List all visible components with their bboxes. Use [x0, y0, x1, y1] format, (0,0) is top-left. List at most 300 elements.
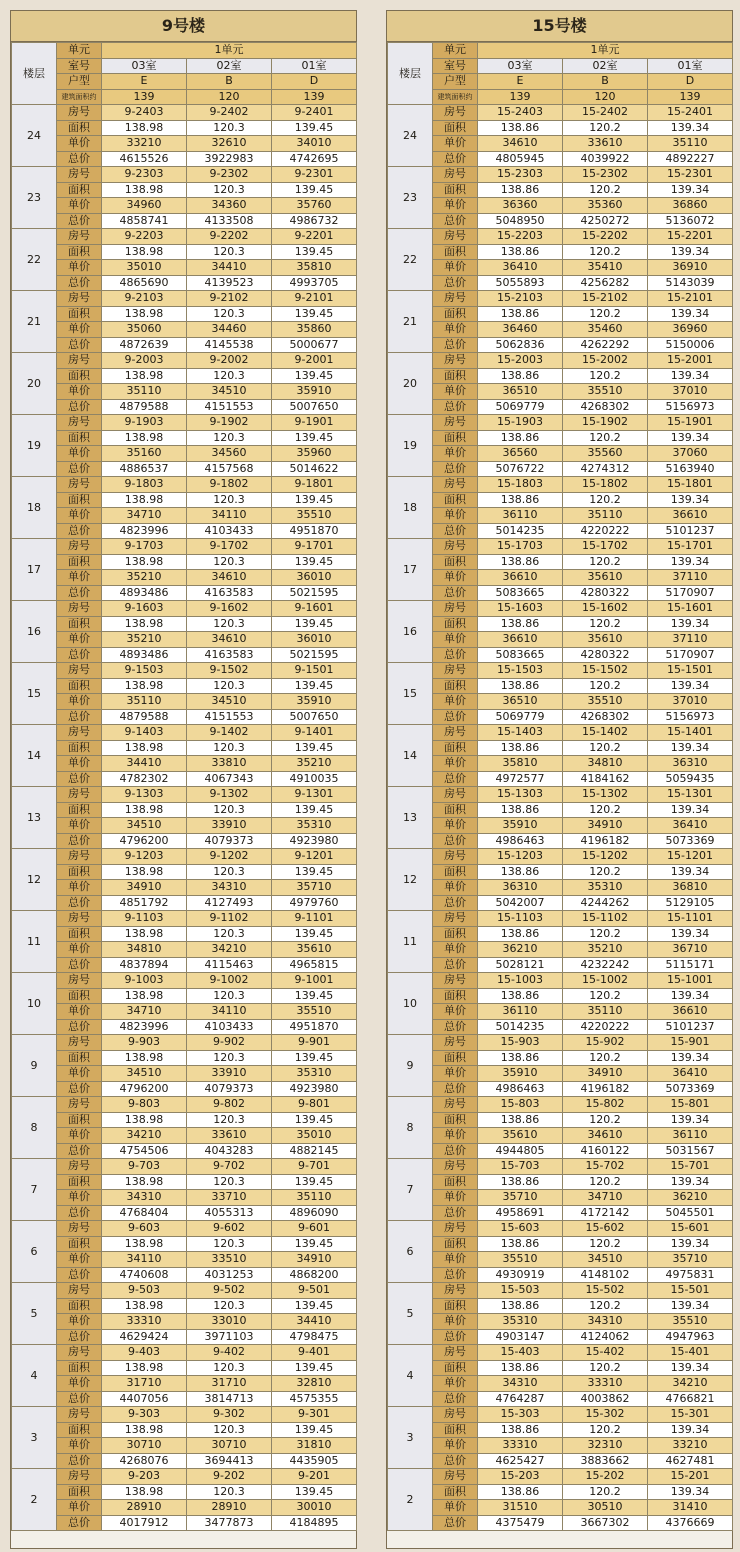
table-row [388, 957, 733, 973]
table-row [388, 1128, 733, 1144]
unit-price-cell: 34410 [272, 1314, 357, 1330]
unit-price-cell: 34510 [563, 1252, 648, 1268]
area-cell: 139.34 [648, 802, 733, 818]
table-row [388, 1174, 733, 1190]
table-row [388, 446, 733, 462]
total-price-label: 总价 [57, 399, 102, 415]
unit-price-label: 单价 [433, 1500, 478, 1516]
room-number-cell: 9-2401 [272, 105, 357, 121]
total-price-label: 总价 [433, 709, 478, 725]
total-price-cell: 5045501 [648, 1205, 733, 1221]
unit-price-cell: 35210 [102, 570, 187, 586]
table-row [12, 570, 357, 586]
unit-price-cell: 35760 [272, 198, 357, 214]
table-row [12, 1221, 357, 1237]
unit-price-cell: 34810 [102, 942, 187, 958]
unit-price-cell: 35910 [272, 384, 357, 400]
unit-price-label: 单价 [57, 632, 102, 648]
table-row [12, 926, 357, 942]
table-row [388, 1329, 733, 1345]
total-price-cell: 5150006 [648, 337, 733, 353]
unit-price-cell: 36410 [478, 260, 563, 276]
room-number-cell: 15-1301 [648, 787, 733, 803]
table-row [12, 399, 357, 415]
table-row [12, 1050, 357, 1066]
unit-price-cell: 31510 [478, 1500, 563, 1516]
area-cell: 139.45 [272, 1236, 357, 1252]
total-price-cell: 5170907 [648, 585, 733, 601]
area-cell: 139.34 [648, 616, 733, 632]
table-row [12, 756, 357, 772]
area-cell: 139.34 [648, 368, 733, 384]
floor-header: 楼层 [12, 43, 57, 105]
area-label: 面积 [57, 1112, 102, 1128]
area-label: 面积 [433, 1236, 478, 1252]
total-price-cell: 4796200 [102, 1081, 187, 1097]
building-title: 9号楼 [11, 11, 356, 42]
room-value: 01室 [272, 58, 357, 74]
room-number-cell: 15-1501 [648, 663, 733, 679]
unit-price-cell: 32810 [272, 1376, 357, 1392]
table-row [12, 105, 357, 121]
room-number-cell: 15-2102 [563, 291, 648, 307]
room-number-label: 房号 [433, 1221, 478, 1237]
area-label: 面积 [433, 1422, 478, 1438]
total-price-cell: 4837894 [102, 957, 187, 973]
area-cell: 138.86 [478, 988, 563, 1004]
unit-price-cell: 31810 [272, 1438, 357, 1454]
room-number-cell: 15-1102 [563, 911, 648, 927]
area-cell: 120.3 [187, 182, 272, 198]
room-number-cell: 9-1701 [272, 539, 357, 555]
unit-price-label: 单价 [57, 1438, 102, 1454]
unit-price-cell: 33210 [648, 1438, 733, 1454]
table-row [12, 1515, 357, 1531]
total-price-cell: 4280322 [563, 647, 648, 663]
total-price-cell: 4865690 [102, 275, 187, 291]
table-row [388, 1252, 733, 1268]
table-row [12, 601, 357, 617]
table-row [12, 1484, 357, 1500]
room-number-cell: 15-303 [478, 1407, 563, 1423]
total-price-cell: 5007650 [272, 399, 357, 415]
room-number-cell: 15-1201 [648, 849, 733, 865]
table-row [388, 942, 733, 958]
room-number-label: 房号 [57, 725, 102, 741]
unit-price-cell: 31710 [102, 1376, 187, 1392]
area-cell: 120.3 [187, 1112, 272, 1128]
total-price-label: 总价 [57, 895, 102, 911]
floor-number: 14 [12, 725, 57, 787]
total-price-cell: 4148102 [563, 1267, 648, 1283]
table-row [12, 1500, 357, 1516]
room-number-cell: 9-401 [272, 1345, 357, 1361]
room-number-label: 房号 [57, 1221, 102, 1237]
room-number-cell: 15-603 [478, 1221, 563, 1237]
total-price-cell: 5000677 [272, 337, 357, 353]
room-number-cell: 9-203 [102, 1469, 187, 1485]
floor-number: 17 [12, 539, 57, 601]
area-approx-label: 建筑面积约 [433, 89, 478, 105]
unit-price-label: 单价 [433, 694, 478, 710]
table-row [388, 430, 733, 446]
table-row [388, 973, 733, 989]
total-price-label: 总价 [433, 151, 478, 167]
unit-price-label: 单价 [433, 1066, 478, 1082]
table-row [12, 213, 357, 229]
total-price-cell: 4965815 [272, 957, 357, 973]
unit-price-cell: 33710 [187, 1190, 272, 1206]
table-row [12, 771, 357, 787]
total-price-cell: 4754506 [102, 1143, 187, 1159]
unit-price-cell: 36110 [478, 508, 563, 524]
area-cell: 138.86 [478, 430, 563, 446]
table-row [388, 368, 733, 384]
room-number-cell: 9-503 [102, 1283, 187, 1299]
table-row [388, 306, 733, 322]
area-cell: 138.86 [478, 120, 563, 136]
total-price-label: 总价 [433, 275, 478, 291]
total-price-cell: 4951870 [272, 523, 357, 539]
table-row [388, 1019, 733, 1035]
table-row [388, 1066, 733, 1082]
area-label: 面积 [57, 1422, 102, 1438]
unit-price-cell: 35110 [648, 136, 733, 152]
room-number-cell: 9-2202 [187, 229, 272, 245]
table-row [12, 1205, 357, 1221]
header-row [12, 58, 357, 74]
area-cell: 139.34 [648, 926, 733, 942]
room-number-cell: 15-2401 [648, 105, 733, 121]
area-cell: 120.2 [563, 306, 648, 322]
total-price-cell: 4160122 [563, 1143, 648, 1159]
area-cell: 138.98 [102, 1360, 187, 1376]
unit-price-cell: 33010 [187, 1314, 272, 1330]
area-cell: 138.86 [478, 1422, 563, 1438]
area-cell: 138.86 [478, 740, 563, 756]
unit-price-cell: 32610 [187, 136, 272, 152]
area-cell: 120.2 [563, 1050, 648, 1066]
unit-price-label: 单价 [57, 322, 102, 338]
total-price-cell: 4220222 [563, 523, 648, 539]
room-number-cell: 9-301 [272, 1407, 357, 1423]
unit-price-label: 单价 [433, 1128, 478, 1144]
room-number-cell: 15-1103 [478, 911, 563, 927]
floor-number: 9 [12, 1035, 57, 1097]
table-row [12, 709, 357, 725]
room-number-cell: 15-701 [648, 1159, 733, 1175]
area-label: 面积 [433, 864, 478, 880]
unit-price-cell: 34210 [187, 942, 272, 958]
room-number-label: 房号 [433, 663, 478, 679]
room-number-cell: 15-1302 [563, 787, 648, 803]
total-price-cell: 4268076 [102, 1453, 187, 1469]
room-number-cell: 9-501 [272, 1283, 357, 1299]
total-price-cell: 4903147 [478, 1329, 563, 1345]
room-number-cell: 9-2003 [102, 353, 187, 369]
room-number-cell: 9-1003 [102, 973, 187, 989]
floor-number: 12 [12, 849, 57, 911]
table-row [388, 213, 733, 229]
room-number-cell: 9-1403 [102, 725, 187, 741]
area-approx-value: 139 [478, 89, 563, 105]
area-label: 面积 [57, 740, 102, 756]
room-number-cell: 9-302 [187, 1407, 272, 1423]
room-number-cell: 9-2201 [272, 229, 357, 245]
unit-price-cell: 36510 [478, 694, 563, 710]
table-row [388, 818, 733, 834]
total-price-label: 总价 [433, 1267, 478, 1283]
unit-price-cell: 28910 [187, 1500, 272, 1516]
total-price-label: 总价 [57, 213, 102, 229]
area-cell: 120.3 [187, 1484, 272, 1500]
area-label: 面积 [433, 988, 478, 1004]
total-price-label: 总价 [57, 1391, 102, 1407]
room-number-cell: 15-1403 [478, 725, 563, 741]
total-price-cell: 4196182 [563, 1081, 648, 1097]
total-price-cell: 4625427 [478, 1453, 563, 1469]
unit-price-label: 单价 [57, 570, 102, 586]
room-value: 02室 [187, 58, 272, 74]
unit-price-label: 单价 [57, 1128, 102, 1144]
room-number-label: 房号 [433, 725, 478, 741]
total-price-label: 总价 [433, 523, 478, 539]
table-row [12, 678, 357, 694]
unit-price-label: 单价 [57, 1190, 102, 1206]
area-label: 面积 [433, 492, 478, 508]
area-approx-value: 139 [648, 89, 733, 105]
area-approx-value: 120 [187, 89, 272, 105]
table-row [12, 988, 357, 1004]
area-cell: 139.45 [272, 1422, 357, 1438]
total-price-cell: 4375479 [478, 1515, 563, 1531]
total-price-cell: 5028121 [478, 957, 563, 973]
unit-price-cell: 34410 [187, 260, 272, 276]
table-row [388, 585, 733, 601]
room-number-cell: 9-1601 [272, 601, 357, 617]
total-price-cell: 4893486 [102, 647, 187, 663]
total-price-cell: 5059435 [648, 771, 733, 787]
unit-price-cell: 34010 [272, 136, 357, 152]
unit-price-label: 单价 [57, 756, 102, 772]
unit-label: 单元 [433, 43, 478, 59]
table-row [12, 477, 357, 493]
room-number-cell: 9-2402 [187, 105, 272, 121]
unit-price-cell: 36310 [478, 880, 563, 896]
header-row [12, 74, 357, 90]
table-row [12, 368, 357, 384]
unit-price-cell: 34910 [563, 1066, 648, 1082]
area-cell: 139.34 [648, 554, 733, 570]
type-value: D [272, 74, 357, 90]
room-number-cell: 15-1502 [563, 663, 648, 679]
room-number-cell: 15-1802 [563, 477, 648, 493]
table-row [388, 1112, 733, 1128]
room-number-label: 房号 [57, 849, 102, 865]
unit-price-label: 单价 [433, 570, 478, 586]
area-cell: 139.34 [648, 1050, 733, 1066]
area-label: 面积 [57, 430, 102, 446]
area-label: 面积 [57, 1174, 102, 1190]
area-cell: 120.3 [187, 1236, 272, 1252]
room-number-cell: 9-1401 [272, 725, 357, 741]
table-row [12, 864, 357, 880]
area-approx-label: 建筑面积约 [57, 89, 102, 105]
area-cell: 139.45 [272, 120, 357, 136]
area-label: 面积 [57, 864, 102, 880]
room-number-label: 房号 [57, 477, 102, 493]
room-number-label: 房号 [57, 229, 102, 245]
unit-price-cell: 35610 [272, 942, 357, 958]
total-price-cell: 4067343 [187, 771, 272, 787]
floor-number: 20 [388, 353, 433, 415]
type-label: 户型 [433, 74, 478, 90]
total-price-cell: 5136072 [648, 213, 733, 229]
room-number-cell: 15-1003 [478, 973, 563, 989]
table-row [388, 322, 733, 338]
table-row [388, 1221, 733, 1237]
area-cell: 139.45 [272, 492, 357, 508]
floor-number: 7 [388, 1159, 433, 1221]
room-number-label: 房号 [433, 1407, 478, 1423]
table-row [12, 1298, 357, 1314]
total-price-label: 总价 [57, 1081, 102, 1097]
unit-price-label: 单价 [433, 260, 478, 276]
total-price-cell: 4133508 [187, 213, 272, 229]
room-number-cell: 15-2402 [563, 105, 648, 121]
total-price-cell: 4764287 [478, 1391, 563, 1407]
total-price-cell: 4910035 [272, 771, 357, 787]
room-number-label: 房号 [57, 973, 102, 989]
area-label: 面积 [57, 368, 102, 384]
unit-price-label: 单价 [57, 694, 102, 710]
area-cell: 139.34 [648, 306, 733, 322]
total-price-cell: 5042007 [478, 895, 563, 911]
unit-price-cell: 34510 [187, 384, 272, 400]
table-row [12, 198, 357, 214]
unit-price-cell: 36610 [648, 508, 733, 524]
table-row [388, 244, 733, 260]
room-number-cell: 9-2203 [102, 229, 187, 245]
total-price-label: 总价 [433, 213, 478, 229]
area-cell: 120.2 [563, 740, 648, 756]
table-row [388, 198, 733, 214]
area-cell: 138.98 [102, 1112, 187, 1128]
table-row [12, 895, 357, 911]
table-row [12, 740, 357, 756]
area-cell: 139.45 [272, 1050, 357, 1066]
unit-price-cell: 37110 [648, 570, 733, 586]
table-row [12, 957, 357, 973]
unit-price-cell: 37060 [648, 446, 733, 462]
floor-number: 23 [388, 167, 433, 229]
unit-price-label: 单价 [433, 1190, 478, 1206]
area-cell: 139.45 [272, 802, 357, 818]
room-number-label: 房号 [57, 787, 102, 803]
table-row [12, 446, 357, 462]
unit-price-cell: 35810 [478, 756, 563, 772]
area-cell: 120.3 [187, 368, 272, 384]
unit-value: 1单元 [478, 43, 733, 59]
room-number-cell: 9-2302 [187, 167, 272, 183]
table-row [388, 725, 733, 741]
area-cell: 139.45 [272, 740, 357, 756]
room-number-label: 房号 [433, 1469, 478, 1485]
unit-price-label: 单价 [57, 1314, 102, 1330]
total-price-cell: 4782302 [102, 771, 187, 787]
area-cell: 120.2 [563, 988, 648, 1004]
total-price-label: 总价 [57, 585, 102, 601]
table-row [12, 1190, 357, 1206]
room-number-cell: 15-1703 [478, 539, 563, 555]
total-price-cell: 4993705 [272, 275, 357, 291]
table-row [388, 1267, 733, 1283]
total-price-cell: 4184895 [272, 1515, 357, 1531]
total-price-cell: 3667302 [563, 1515, 648, 1531]
total-price-cell: 4851792 [102, 895, 187, 911]
unit-price-cell: 35510 [478, 1252, 563, 1268]
unit-price-cell: 34610 [563, 1128, 648, 1144]
table-row [388, 1484, 733, 1500]
total-price-cell: 4244262 [563, 895, 648, 911]
unit-price-cell: 36510 [478, 384, 563, 400]
area-cell: 120.2 [563, 1236, 648, 1252]
header-row [388, 43, 733, 59]
area-cell: 138.86 [478, 1360, 563, 1376]
area-label: 面积 [57, 1298, 102, 1314]
area-cell: 139.45 [272, 1298, 357, 1314]
total-price-cell: 4103433 [187, 523, 272, 539]
table-row [388, 709, 733, 725]
unit-price-cell: 34110 [187, 508, 272, 524]
table-row [388, 1345, 733, 1361]
room-number-label: 房号 [433, 911, 478, 927]
unit-price-cell: 33310 [478, 1438, 563, 1454]
room-number-label: 房号 [433, 787, 478, 803]
room-number-cell: 9-1703 [102, 539, 187, 555]
total-price-label: 总价 [433, 337, 478, 353]
room-number-cell: 9-1602 [187, 601, 272, 617]
total-price-cell: 4124062 [563, 1329, 648, 1345]
floor-number: 14 [388, 725, 433, 787]
room-number-label: 房号 [433, 1097, 478, 1113]
table-row [12, 1035, 357, 1051]
total-price-cell: 4768404 [102, 1205, 187, 1221]
room-number-label: 房号 [57, 105, 102, 121]
room-number-cell: 15-1801 [648, 477, 733, 493]
table-row [12, 911, 357, 927]
room-number-cell: 15-503 [478, 1283, 563, 1299]
table-row [12, 167, 357, 183]
table-row [12, 306, 357, 322]
unit-price-cell: 35710 [272, 880, 357, 896]
table-row [388, 1500, 733, 1516]
unit-price-label: 单价 [433, 632, 478, 648]
floor-number: 21 [12, 291, 57, 353]
area-label: 面积 [433, 1484, 478, 1500]
room-number-cell: 9-1801 [272, 477, 357, 493]
total-price-cell: 4740608 [102, 1267, 187, 1283]
room-number-cell: 15-703 [478, 1159, 563, 1175]
area-cell: 138.86 [478, 1050, 563, 1066]
unit-price-cell: 34510 [187, 694, 272, 710]
room-number-cell: 15-1303 [478, 787, 563, 803]
area-label: 面积 [433, 678, 478, 694]
area-label: 面积 [57, 492, 102, 508]
total-price-cell: 4986463 [478, 1081, 563, 1097]
unit-price-cell: 31710 [187, 1376, 272, 1392]
header-row [388, 58, 733, 74]
